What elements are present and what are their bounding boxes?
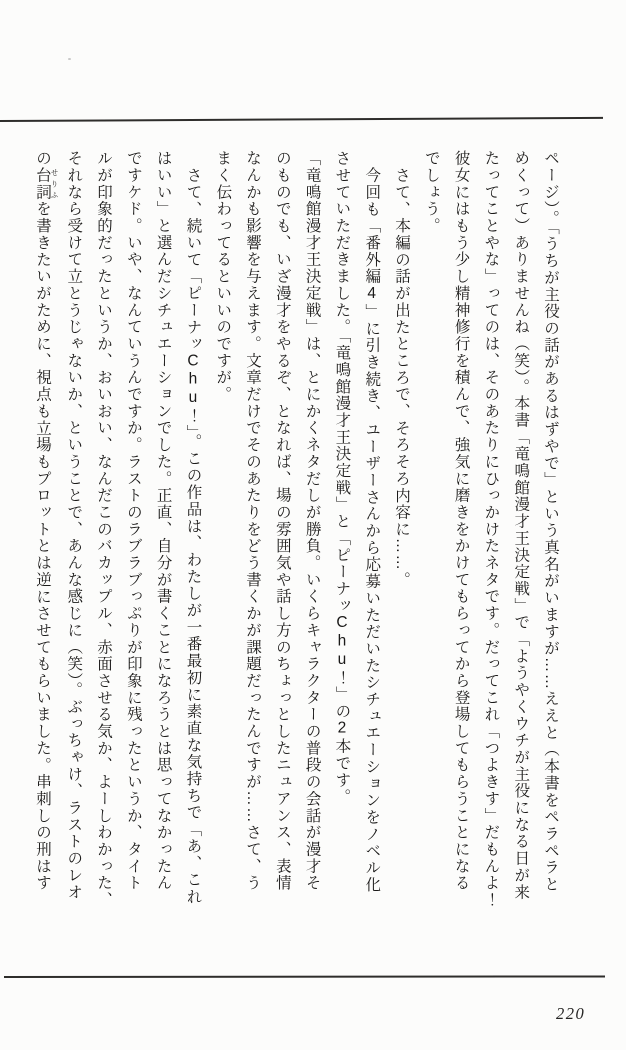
text-column: ページ）。「うちが主役の話があるはずやで」という真名がいますが……ええと（本書をペラペラと [542, 150, 559, 893]
text-column: たってことやな」ってのは、そのあたりにひっかけたネタです。だってこれ「つよきす」だもんよ！ [482, 150, 500, 909]
text-segment: の [33, 150, 51, 167]
text-column: さて、続いて「ピーナッChu！」。この作品は、わたしが一番最初に素直な気持ちで「あ、これ [184, 166, 202, 906]
ruby-annotation [33, 166, 59, 201]
text-column: ルが印象的だったというか、おいおい、なんだこのバカップル、赤面させる気か、よーしわかった、 [95, 150, 113, 909]
text-column: それなら受けて立とうじゃないか、ということで、あんな感じに（笑）。ぶっちゃけ、ラストのレオ [65, 150, 83, 901]
ruby-base: 台詞 [33, 166, 51, 201]
text-column: はいい」と選んだシチュエーションでした。正直、自分が書くことになろうとは思ってなかったん [154, 150, 172, 892]
scan-speck [68, 58, 71, 60]
text-column: のものでも、いざ漫才をやるぞ、となれば、場の雰囲気や話し方のちょっとしたニュアンス、表情 [273, 150, 291, 892]
ruby-furigana: せりふ [49, 166, 59, 201]
text-segment: を書きたいがために、視点も立場もプロットとは逆にさせてもらいました。串刺しの刑はす [33, 200, 51, 892]
text-column: 「竜鳴館漫才王決定戦」は、とにかくネタだしが勝負。いくらキャラクターの普段の会話が漫才そ [303, 150, 321, 892]
text-column: でしょう。 [422, 150, 440, 235]
text-column: ですケド。いや、なんていうんですか。ラストのラブラブっぷりが印象に残ったというか、タイト [124, 150, 142, 892]
top-rule [0, 117, 603, 122]
text-column: まく伝わってるといいのですが。 [214, 150, 232, 403]
text-column: なんかも影響を与えます。文章だけでそのあたりをどう書くかが課題だったんですが……さて、う [244, 150, 262, 892]
text-column: さて、本編の話が出たところで、そろそろ内容に……。 [393, 166, 411, 589]
text-column [27, 150, 58, 914]
bottom-rule [4, 975, 605, 978]
text-column: めくって）ありませんね（笑）。本書「竜鳴館漫才王決定戦」で「ようやくウチが主役になる日が来 [512, 150, 530, 901]
page-number: 220 [556, 1004, 586, 1023]
text-column: 彼女にはもう少し精神修行を積んで、強気に磨きをかけてもらってから登場してもらうことになる [452, 150, 470, 892]
vertical-text-block [27, 150, 565, 914]
text-column: 今回も「番外編4」に引き続き、ユーザーさんから応募いただいたシチュエーションをノベル化 [363, 166, 381, 893]
text-column: させていただきました。「竜鳴館漫才王決定戦」と「ピーナッChu！」の2本です。 [333, 150, 351, 806]
